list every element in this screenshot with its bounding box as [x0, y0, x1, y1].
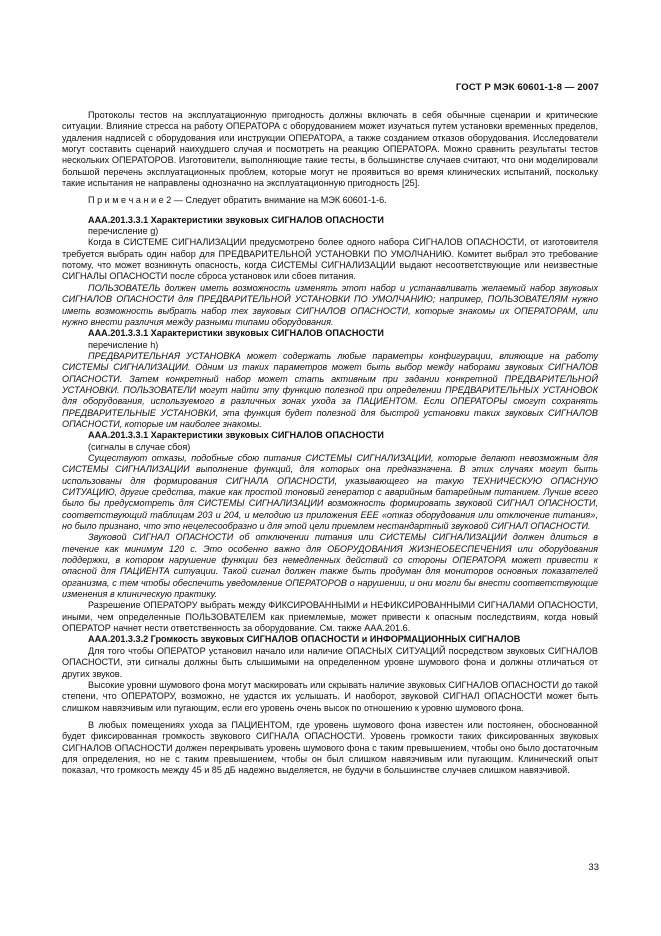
- note-text: Следует обратить внимание на МЭК 60601-1-6.: [185, 195, 387, 206]
- section-heading: ААА.201.3.3.1 Характеристики звуковых СИГНАЛОВ ОПАСНОСТИ: [88, 214, 384, 225]
- page-number: 33: [588, 862, 599, 873]
- paragraph: ПОЛЬЗОВАТЕЛЬ должен иметь возможность изменять этот набор и устанавливать желаемый набор звуковых СИГНАЛОВ ОПАСНОСТИ для ПРЕДВАРИТЕЛЬНОЙ УСТАНОВКИ ПО УМОЛЧАНИЮ; например, ПОЛЬЗОВАТЕЛЯМ нужно иметь возможность выбрать набор тех звуковых СИГНАЛОВ ОПАСНОСТИ, которые знакомы их ОПЕРАТОРАМ, или нужно внести различия между разными типами оборудования.: [62, 282, 598, 327]
- section-heading: ААА.201.3.3.1 Характеристики звуковых СИГНАЛОВ ОПАСНОСТИ: [88, 430, 384, 441]
- note: [62, 195, 598, 206]
- paragraph: Когда в СИСТЕМЕ СИГНАЛИЗАЦИИ предусмотрено более одного набора СИГНАЛОВ ОПАСНОСТИ, от изготовителя требуется выбрать один набор для ПРЕДВАРИТЕЛЬНОЙ УСТАНОВКИ ПО УМОЛЧАНИЮ. Комитет выбрал это требование потому, что может возникнуть опасность, когда СИСТЕМЫ СИГНАЛИЗАЦИИ выдают несоответствующие или неизвестные СИГНАЛЫ ОПАСНОСТИ после сброса установок или сбоев питания.: [62, 237, 598, 282]
- paragraph: Высокие уровни шумового фона могут маскировать или скрывать наличие звуковых СИГНАЛОВ ОПАСНОСТИ до такой степени, что ОПЕРАТОРУ, возможно, не удастся их услышать. И наоборот, звуковой СИГНАЛ ОПАСНОСТИ может быть слишком навязчивым или пугающим, если его уровень очень высок по отношению к уровню шумового фона.: [62, 679, 598, 713]
- paragraph: Существуют отказы, подобные сбою питания СИСТЕМЫ СИГНАЛИЗАЦИИ, которые делают невозможным для СИСТЕМЫ СИГНАЛИЗАЦИИ выполнение функций, для которых она предназначена. В этих случаях могут быть использованы для формирования СИГНАЛА ОПАСНОСТИ, указывающего на такую ТЕХНИЧЕСКУЮ ОПАСНУЮ СИТУАЦИЮ, другие средства, такие как простой тоновый генератор с аварийным батарейным питанием. Лучше всего было бы предусмотреть для СИСТЕМЫ СИГНАЛИЗАЦИИ возможность формировать звуковой СИГНАЛ ОПАСНОСТИ, соответствующий таблицам 203 и 204, и мелодию из приложения ЕЕЕ «отказ оборудования или отключение питания», но было признано, что это нецелесообразно и для этой цели приемлем нестандартный звуковой СИГНАЛ ОПАСНОСТИ.: [62, 452, 598, 532]
- subheading: перечисление g): [88, 226, 159, 237]
- paragraph: Разрешение ОПЕРАТОРУ выбрать между ФИКСИРОВАННЫМИ и НЕФИКСИРОВАННЫМИ СИГНАЛАМИ ОПАСНОСТИ, иными, чем определенные ПОЛЬЗОВАТЕЛЕМ как приемлемые, может привести к опасным последствиям, когда новый ОПЕРАТОР начнет нести ответственность за оборудование. См. также ААА.201.6.: [62, 600, 598, 634]
- note-label: П р и м е ч а н и е 2 —: [88, 195, 183, 206]
- document-header: ГОСТ Р МЭК 60601-1-8 — 2007: [455, 82, 599, 93]
- document-body: [62, 110, 598, 777]
- paragraph: Для того чтобы ОПЕРАТОР установил начало или наличие ОПАСНЫХ СИТУАЦИЙ посредством звуковых СИГНАЛОВ ОПАСНОСТИ, эти сигналы должны быть слышимыми на определенном уровне шумового фона и должны отличаться от других звуков.: [62, 645, 598, 679]
- paragraph: ПРЕДВАРИТЕЛЬНАЯ УСТАНОВКА может содержать любые параметры конфигурации, влияющие на работу СИСТЕМЫ СИГНАЛИЗАЦИИ. Одним из таких параметров может быть выбор между наборами звуковых СИГНАЛОВ ОПАСНОСТИ. Затем конкретный набор может стать активным при задании конкретной ПРЕДВАРИТЕЛЬНОЙ УСТАНОВКИ. ПОЛЬЗОВАТЕЛИ могут найти эту функцию полезной при определении ПРЕДВАРИТЕЛЬНЫХ УСТАНОВОК для оборудования, используемого в различных зонах ухода за ПАЦИЕНТОМ. Если ОПЕРАТОРЫ смогут сохранять ПРЕДВАРИТЕЛЬНЫЕ УСТАНОВКИ, эта функция будет полезной для быстрой установки таких звуковых СИГНАЛОВ ОПАСНОСТИ, которые им наиболее знакомы.: [62, 350, 598, 429]
- section-heading: ААА.201.3.3.1 Характеристики звуковых СИГНАЛОВ ОПАСНОСТИ: [88, 328, 384, 339]
- subheading: (сигналы в случае сбоя): [88, 441, 191, 452]
- paragraph: Протоколы тестов на эксплуатационную пригодность должны включать в себя обычные сценарии и критические ситуации. Влияние стресса на работу ОПЕРАТОРА с оборудованием может изучаться путем установки временных пределов, удаления надписей с оборудования или инструкции ОПЕРАТОРА, а также созданием отказов оборудования. Исследователи могут составить сценарий наихудшего случая и посмотреть на реакцию ОПЕРАТОРА. Можно сравнить результаты тестов нескольких ОПЕРАТОРОВ. Изготовители, выполняющие такие тесты, в большинстве случаев считают, что они моделировали большой перечень эксплуатационных проблем, которые могут не проявиться во время клинических испытаний, поскольку такие испытания не направлены однозначно на эксплуатационную пригодность [25].: [62, 110, 598, 189]
- section-heading: ААА.201.3.3.2 Громкость звуковых СИГНАЛОВ ОПАСНОСТИ и ИНФОРМАЦИОННЫХ СИГНАЛОВ: [88, 634, 521, 645]
- paragraph: В любых помещениях ухода за ПАЦИЕНТОМ, где уровень шумового фона известен или постоянен, обоснованной будет фиксированная громкость звукового СИГНАЛА ОПАСНОСТИ. Уровень громкости таких фиксированных звуковых СИГНАЛОВ ОПАСНОСТИ должен перекрывать уровень шумового фона с таким превышением, чтобы оно было достаточным для определения, но не с таким превышением, чтобы он был слишком навязчивым или пугающим. Клинический опыт показал, что громкость между 45 и 85 дБ надежно выделяется, не будучи в большинстве случаев слишком навязчивой.: [62, 719, 598, 776]
- paragraph: Звуковой СИГНАЛ ОПАСНОСТИ об отключении питания или СИСТЕМЫ СИГНАЛИЗАЦИИ должен длиться в течение как минимум 120 с. Это особенно важно для ОБОРУДОВАНИЯ ЖИЗНЕОБЕСПЕЧЕНИЯ или оборудования поддержки, в котором нарушение функции без немедленных действий со стороны ОПЕРАТОРА может привести к опасной для ПАЦИЕНТА ситуации. Такой сигнал должен также быть продуман для мониторов основных показателей организма, с тем чтобы обеспечить уведомление ОПЕРАТОРОВ о нарушении, и они могли бы внести соответствующие изменения в клиническую практику.: [62, 532, 598, 600]
- subheading: перечисление h): [88, 339, 159, 350]
